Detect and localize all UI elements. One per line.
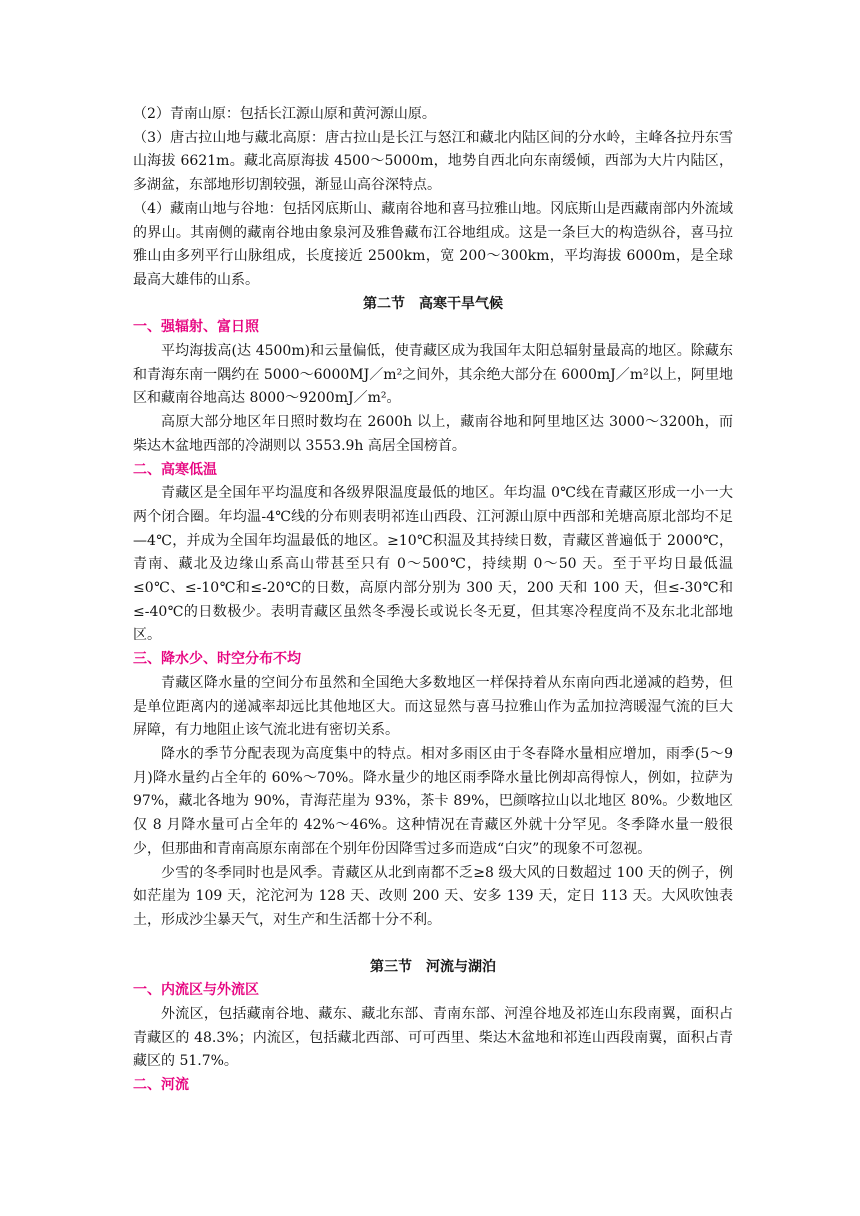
- subheading-precipitation: 三、降水少、时空分布不均: [133, 651, 301, 668]
- paragraph-precip-spatial: 青藏区降水量的空间分布虽然和全国绝大多数地区一样保持着从东南向西北递减的趋势，但是单位距离内的递减率却远比其他地区大。而这显然与喜马拉雅山作为孟加拉湾暖湿气流的巨大屏障，有力地阻止该气流北进有密切关系。: [133, 674, 733, 739]
- paragraph-sunshine: 高原大部分地区年日照时数均在 2600h 以上，藏南谷地和阿里地区达 3000～3200h，而柴达木盆地西部的冷湖则以 3553.9h 高居全国榜首。: [133, 414, 733, 454]
- paragraph-zangnan: （4）藏南山地与谷地：包括冈底斯山、藏南谷地和喜马拉雅山地。冈底斯山是西藏南部内外流域的界山。其南侧的藏南谷地由象泉河及雅鲁藏布江谷地组成。这是一条巨大的构造纵谷，喜马拉雅山由多列平行山脉组成，长度接近 2500km，宽 200～300km，平均海拔 6000m，是全球最高大雄伟的山系。: [133, 200, 733, 288]
- subheading-cold: 二、高寒低温: [133, 461, 217, 478]
- section-title-rivers-lakes: 第三节 河流与湖泊: [370, 958, 496, 975]
- paragraph-radiation: 平均海拔高(达 4500m)和云量偏低，使青藏区成为我国年太阳总辐射量最高的地区。除藏东和青海东南一隅约在 5000～6000MJ／m²之间外，其余绝大部分在 6000mJ／m²以上，阿里地区和藏南谷地高达 8000～9200mJ／m²。: [133, 343, 733, 407]
- paragraph-qingnan-shanyuan: （2）青南山原：包括长江源山原和黄河源山原。: [133, 106, 436, 122]
- section-gap: [133, 933, 733, 956]
- paragraph-temperature: 青藏区是全国年平均温度和各级界限温度最低的地区。年均温 0℃线在青藏区形成一小一大两个闭合圈。年均温-4℃线的分布则表明祁连山西段、江河源山原中西部和羌塘高原北部均不足—4℃，并成为全国年均温最低的地区。≥10℃积温及其持续日数，青藏区普遍低于 2000℃，青南、藏北及边缘山系高山带甚至只有 0～500℃，持续期 0～50 天。至于平均日最低温≤0℃、≤-10℃和≤-20℃的日数，高原内部分别为 300 天，200 天和 100 天，但≤-30℃和≤-40℃的日数极少。表明青藏区虽然冬季漫长或说长冬无夏，但其寒冷程度尚不及东北北部地区。: [133, 485, 733, 644]
- subheading-drainage: 一、内流区与外流区: [133, 982, 259, 999]
- section-title-climate: 第二节 高寒干旱气候: [363, 295, 503, 312]
- document-page: [133, 103, 733, 1098]
- paragraph-drainage: 外流区，包括藏南谷地、藏东、藏北东部、青南东部、河湟谷地及祁连山东段南翼，面积占青藏区的 48.3%；内流区，包括藏北西部、可可西里、柴达木盆地和祁连山西段南翼，面积占青藏区的 51.7%。: [133, 1006, 733, 1070]
- paragraph-tanggula: （3）唐古拉山地与藏北高原：唐古拉山是长江与怒江和藏北内陆区间的分水岭，主峰各拉丹东雪山海拔 6621m。藏北高原海拔 4500～5000m，地势自西北向东南缓倾，西部为大片内陆区，多湖盆，东部地形切割较强，渐显山高谷深特点。: [133, 129, 733, 194]
- paragraph-wind: 少雪的冬季同时也是风季。青藏区从北到南都不乏≥8 级大风的日数超过 100 天的例子，例如茫崖为 109 天，沱沱河为 128 天、改则 200 天、安多 139 天，定日 113 天。大风吹蚀表土，形成沙尘暴天气，对生产和生活都十分不利。: [133, 864, 733, 928]
- paragraph-precip-seasonal: 降水的季节分配表现为高度集中的特点。相对多雨区由于冬春降水量相应增加，雨季(5～9 月)降水量约占全年的 60%～70%。降水量少的地区雨季降水量比例却高得惊人，例如，拉萨为 97%，藏北各地为 90%，青海茫崖为 93%，茶卡 89%，巴颜喀拉山以北地区 80%。少数地区仅 8 月降水量可占全年的 42%～46%。这种情况在青藏区外就十分罕见。冬季降水量一般很少，但那曲和青南高原东南部在个别年份因降雪过多而造成“白灾”的现象不可忽视。: [133, 745, 733, 857]
- subheading-rivers: 二、河流: [133, 1077, 189, 1094]
- subheading-radiation: 一、强辐射、富日照: [133, 319, 259, 336]
